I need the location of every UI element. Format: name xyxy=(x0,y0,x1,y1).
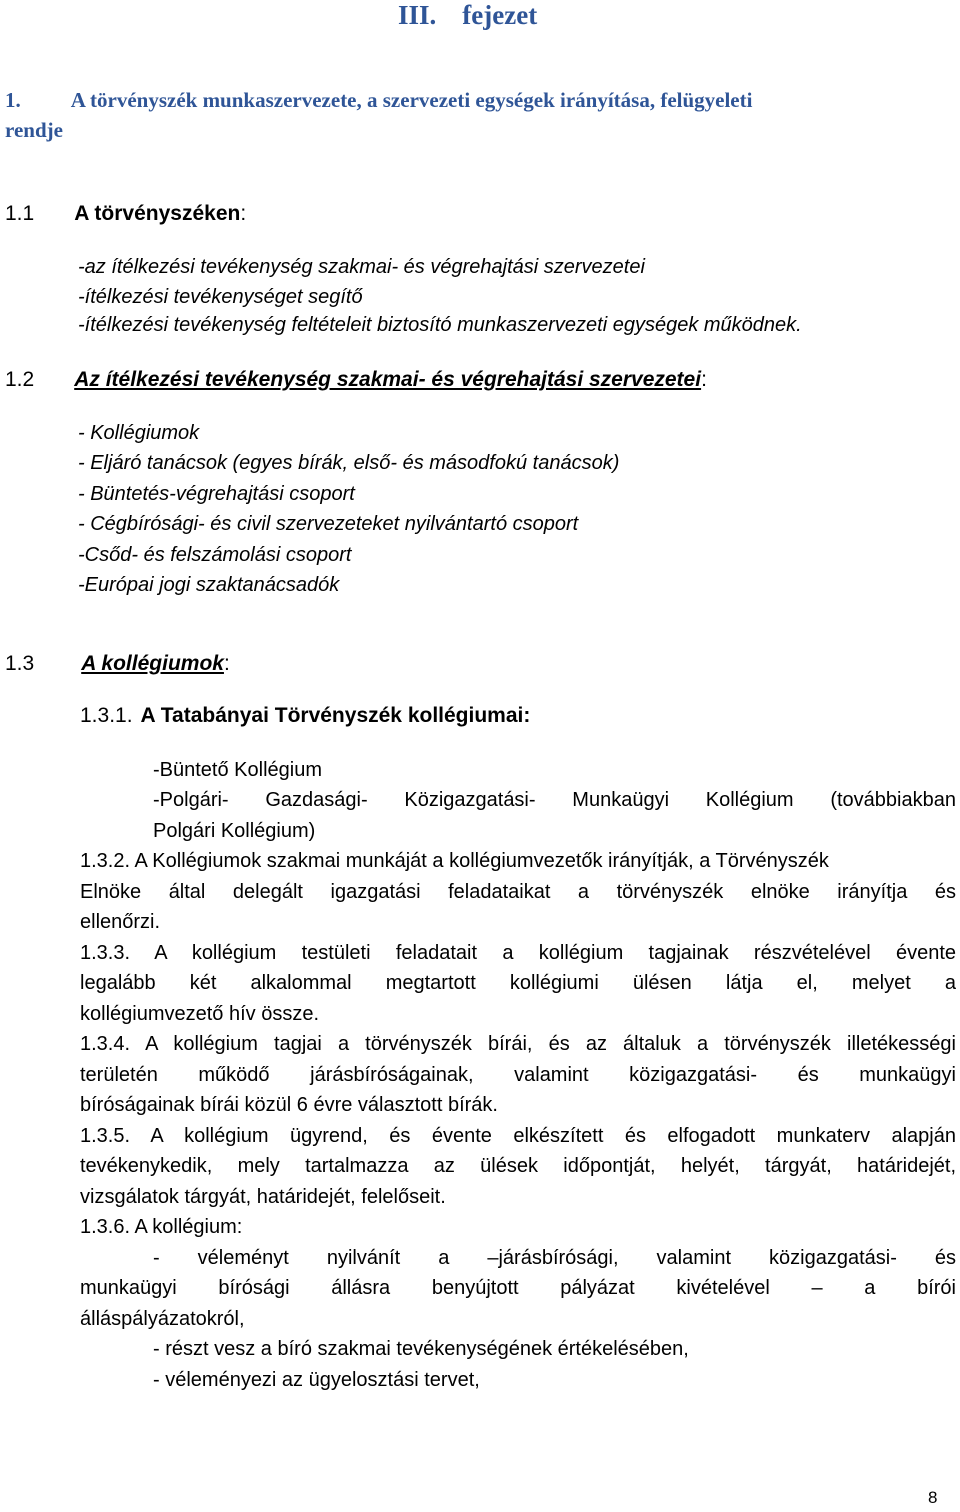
section-1-2-line-1: - Kollégiumok xyxy=(78,422,200,444)
section-1-title-line2: rendje xyxy=(5,118,63,142)
section-1-3-5-line-3: vizsgálatok tárgyát, határidejét, felelőseit. xyxy=(80,1186,446,1208)
section-1-1-heading xyxy=(5,202,246,226)
section-1-3-1-line-1: -Büntető Kollégium xyxy=(153,759,322,781)
section-1-3-6-line-4: - részt vesz a bíró szakmai tevékenységének értékelésében, xyxy=(153,1338,689,1360)
section-1-2-colon: : xyxy=(701,368,707,391)
section-1-3-5-line-2: tevékenykedik, mely tartalmazza az ülések időpontját, helyét, tárgyát, határidejét, xyxy=(80,1155,956,1177)
section-1-3-3-text-1: A kollégium testületi feladatait a kollégium tagjainak részvételével évente xyxy=(154,942,957,964)
chapter-title xyxy=(398,0,537,31)
section-1-1-title: A törvényszéken xyxy=(74,202,241,225)
section-1-3-5-text-1: A kollégium ügyrend, és évente elkészített és elfogadott munkaterv alapján xyxy=(150,1125,956,1147)
section-1-3-1-number: 1.3.1. xyxy=(80,704,133,727)
section-1-3-6-line-2: munkaügyi bírósági állásra benyújtott pályázat kivételével – a bírói xyxy=(80,1277,956,1299)
section-1-1-line-1: -az ítélkezési tevékenység szakmai- és végrehajtási szervezetei xyxy=(78,256,645,278)
chapter-number: III. xyxy=(398,0,437,30)
section-1-2-number: 1.2 xyxy=(5,368,35,391)
section-1-3-6-line-3: álláspályázatokról, xyxy=(80,1308,245,1330)
section-1-2-heading xyxy=(5,368,707,392)
section-1-3-1-title: A Tatabányai Törvényszék kollégiumai: xyxy=(140,704,531,727)
page-number: 8 xyxy=(928,1488,938,1507)
section-1-2-line-5: -Csőd- és felszámolási csoport xyxy=(78,544,352,566)
section-1-3-1-line-3: Polgári Kollégium) xyxy=(153,820,316,842)
section-1-3-2-line-2: Elnöke által delegált igazgatási feladataikat a törvényszék elnöke irányítja és xyxy=(80,881,956,903)
section-1-3-colon: : xyxy=(223,652,230,675)
section-1-3-3-line-3: kollégiumvezető hív össze. xyxy=(80,1003,320,1025)
section-1-3-6-line-1: - véleményt nyilvánít a –járásbírósági, valamint közigazgatási- és xyxy=(153,1247,956,1269)
section-1-2-line-3: - Büntetés-végrehajtási csoport xyxy=(78,483,355,505)
section-1-3-5-line-1 xyxy=(80,1121,956,1151)
section-1-3-2-line-3: ellenőrzi. xyxy=(80,911,161,933)
section-1-3-2-number: 1.3.2. xyxy=(80,850,131,872)
section-1-3-heading xyxy=(5,652,230,676)
section-1-3-6-line-5: - véleményezi az ügyelosztási tervet, xyxy=(153,1369,480,1391)
section-1-3-4-line-1 xyxy=(80,1029,956,1059)
section-1-3-4-line-3: bíróságainak bírái közül 6 évre választott bírák. xyxy=(80,1094,498,1116)
section-1-3-4-text-1: A kollégium tagjai a törvényszék bírái, és az általuk a törvényszék illetékességi xyxy=(145,1033,956,1055)
section-1-3-3-line-2: legalább két alkalommal megtartott kollégiumi ülésen látja el, melyet a xyxy=(80,972,956,994)
section-1-3-number: 1.3 xyxy=(5,652,35,675)
section-1-1-line-2: -ítélkezési tevékenységet segítő xyxy=(78,286,363,308)
section-1-2-line-2: - Eljáró tanácsok (egyes bírák, első- és másodfokú tanácsok) xyxy=(78,452,620,474)
section-1-3-6-intro-text: A kollégium: xyxy=(134,1216,243,1238)
section-1-3-6-intro xyxy=(80,1212,242,1242)
section-1-3-2-text-1: A Kollégiumok szakmai munkáját a kollégiumvezetők irányítják, a Törvényszék xyxy=(134,850,829,872)
section-1-title-line1: A törvényszék munkaszervezete, a szervezeti egységek irányítása, felügyeleti xyxy=(70,88,753,112)
section-1-1-colon: : xyxy=(240,202,247,225)
section-1-3-3-number: 1.3.3. xyxy=(80,942,131,964)
section-1-3-5-number: 1.3.5. xyxy=(80,1125,131,1147)
section-1-3-1-line-2: -Polgári- Gazdasági- Közigazgatási- Munkaügyi Kollégium (továbbiakban xyxy=(153,789,956,811)
section-1-3-title: A kollégiumok xyxy=(81,652,224,675)
section-1-number: 1. xyxy=(5,88,21,112)
section-1-2-line-6: -Európai jogi szaktanácsadók xyxy=(78,574,340,596)
section-1-3-4-number: 1.3.4. xyxy=(80,1033,131,1055)
section-1-3-3-line-1 xyxy=(80,938,956,968)
section-1-3-1-heading xyxy=(80,704,530,728)
section-1-1-number: 1.1 xyxy=(5,202,35,225)
section-1-3-6-number: 1.3.6. xyxy=(80,1216,131,1238)
section-1-3-4-line-2: területén működő járásbíróságainak, valamint közigazgatási- és munkaügyi xyxy=(80,1064,956,1086)
section-1-2-line-4: - Cégbírósági- és civil szervezeteket nyilvántartó csoport xyxy=(78,513,579,535)
section-1-heading xyxy=(5,88,752,113)
section-1-3-2-line-1 xyxy=(80,846,829,876)
chapter-label: fejezet xyxy=(462,0,538,30)
section-1-1-line-3: -ítélkezési tevékenység feltételeit biztosító munkaszervezeti egységek működnek. xyxy=(78,314,802,336)
section-1-2-title: Az ítélkezési tevékenység szakmai- és végrehajtási szervezetei xyxy=(74,368,702,391)
